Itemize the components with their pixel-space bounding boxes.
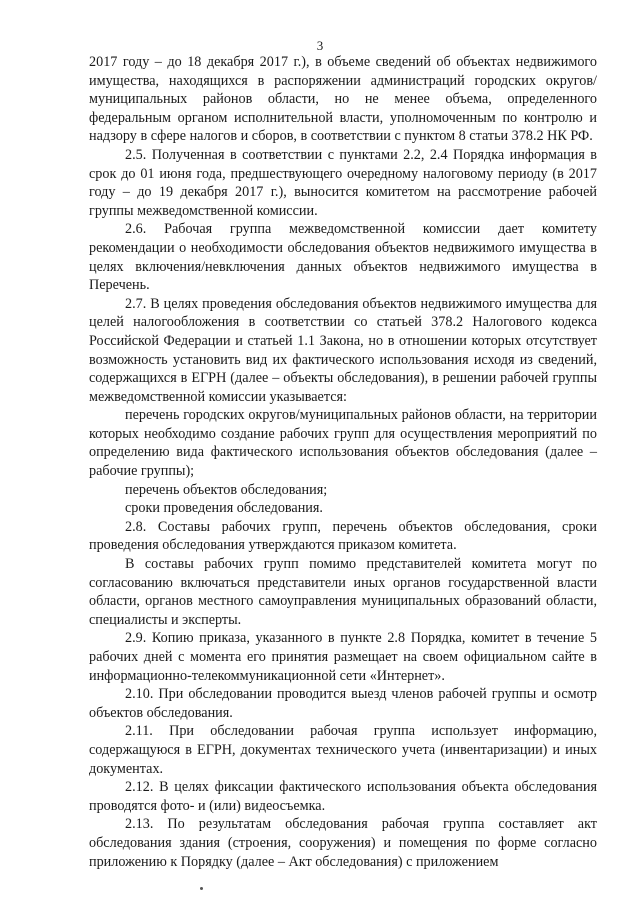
paragraph-continuation: 2017 году – до 18 декабря 2017 г.), в объеме сведений об объектах недвижимого имущества, находящихся в распоряжении администраций городских округов/муниципальных районов области, но не менее объема, определенного федеральным органом исполнительной власти, уполномоченным по контролю и надзору в сфере налогов и сборов, в соответствии с пунктом 8 статьи 378.2 НК РФ. bbox=[89, 54, 597, 145]
scan-speck bbox=[200, 887, 203, 890]
paragraph-2-11: 2.11. При обследовании рабочая группа использует информацию, содержащуюся в ЕГРН, документах технического учета (инвентаризации) и иных документах. bbox=[89, 723, 597, 777]
list-item-objects: перечень объектов обследования; bbox=[125, 481, 328, 498]
list-item-deadlines: сроки проведения обследования. bbox=[125, 500, 323, 517]
paragraph-2-7: 2.7. В целях проведения обследования объектов недвижимого имущества для целей налогообложения в соответствии со статьей 378.2 Налогового кодекса Российской Федерации и статьей 1.1 Закона, но в отношении которых отсутствует возможность установить вид их фактического использования исходя из сведений, содержащихся в ЕГРН (далее – объекты обследования), в решении рабочей группы межведомственной комиссии указывается: bbox=[89, 295, 597, 405]
paragraph-2-12: 2.12. В целях фиксации фактического использования объекта обследования проводятся фото- и (или) видеосъемка. bbox=[89, 779, 597, 814]
document-body bbox=[89, 53, 597, 871]
paragraph-2-9: 2.9. Копию приказа, указанного в пункте 2.8 Порядка, комитет в течение 5 рабочих дней с момента его принятия размещает на своем официальном сайте в информационно-телекоммуникационной сети «Интернет». bbox=[89, 630, 597, 684]
paragraph-2-10: 2.10. При обследовании проводится выезд членов рабочей группы и осмотр объектов обследования. bbox=[89, 686, 597, 721]
paragraph-2-13: 2.13. По результатам обследования рабочая группа составляет акт обследования здания (строения, сооружения) и помещения по форме согласно приложению к Порядку (далее – Акт обследования) с приложением bbox=[89, 816, 597, 870]
paragraph-2-5: 2.5. Полученная в соответствии с пунктами 2.2, 2.4 Порядка информация в срок до 01 июня года, предшествующего очередному налоговому периоду (в 2017 году – до 19 декабря 2017 г.), выносится комитетом на рассмотрение рабочей группы межведомственной комиссии. bbox=[89, 146, 597, 219]
paragraph-2-6: 2.6. Рабочая группа межведомственной комиссии дает комитету рекомендации о необходимости обследования объектов недвижимого имущества в целях включения/невключения данных объектов недвижимого имущества в Перечень. bbox=[89, 221, 597, 294]
page-number: 3 bbox=[316, 38, 324, 53]
paragraph-2-8: 2.8. Составы рабочих групп, перечень объектов обследования, сроки проведения обследования утверждаются приказом комитета. bbox=[89, 518, 597, 554]
list-item-municipalities: перечень городских округов/муниципальных районов области, на территории которых необходимо создание рабочих групп для осуществления мероприятий по определению вида фактического использования объектов обследования (далее – рабочие группы); bbox=[89, 407, 597, 480]
paragraph-2-8-members: В составы рабочих групп помимо представителей комитета могут по согласованию включаться представители иных органов государственной власти области, органов местного самоуправления муниципальных образований области, специалисты и эксперты. bbox=[89, 556, 597, 628]
